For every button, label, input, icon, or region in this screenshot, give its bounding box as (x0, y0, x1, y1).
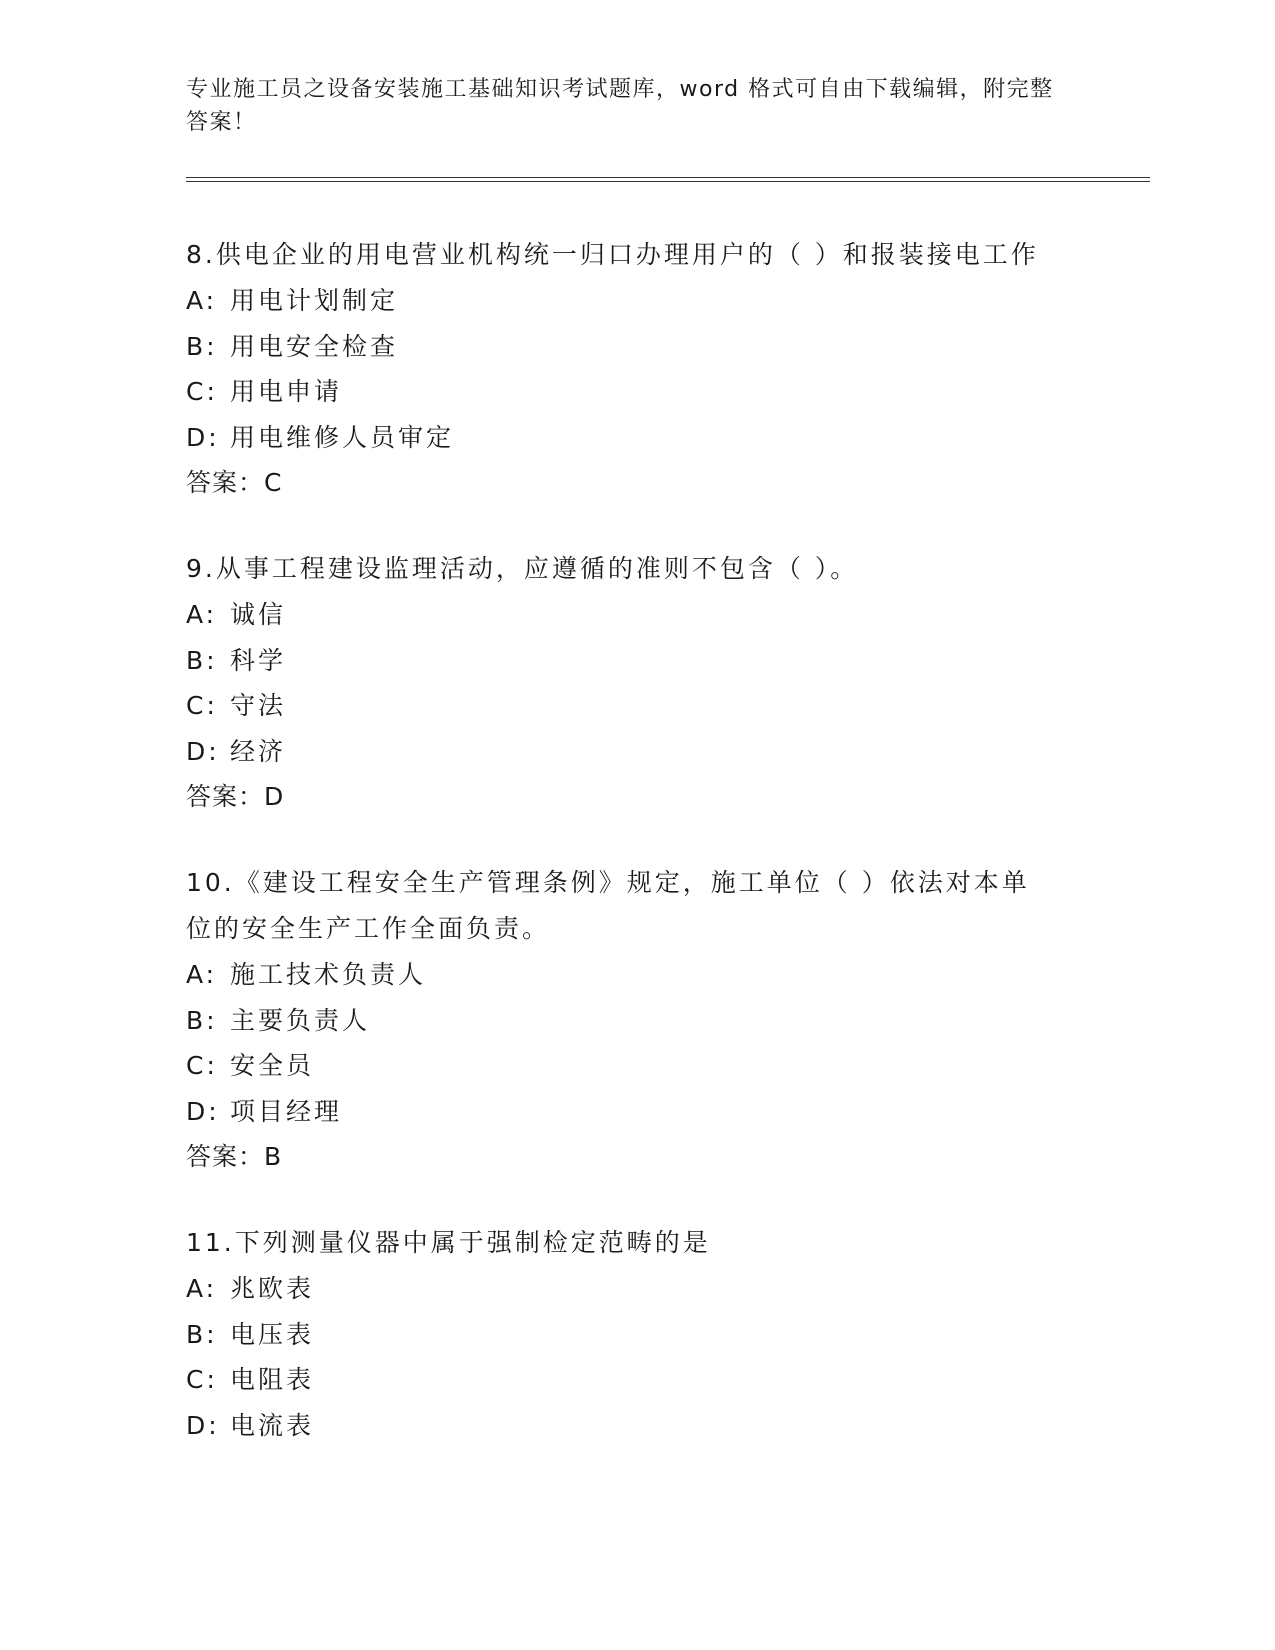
option-letter: A: (186, 600, 218, 629)
option-c (186, 1043, 1086, 1089)
option-b (186, 638, 1086, 684)
option-d (186, 1089, 1086, 1135)
option-text: 用电申请 (230, 377, 343, 406)
question-10 (186, 860, 1086, 1180)
option-letter: D: (186, 422, 220, 452)
option-letter: B: (186, 331, 218, 361)
option-text: 用电维修人员审定 (230, 422, 455, 452)
option-letter: B: (186, 645, 218, 675)
option-letter: D: (186, 1096, 220, 1126)
question-11 (186, 1220, 1086, 1448)
option-text: 用电计划制定 (230, 286, 399, 315)
option-text: 诚信 (230, 600, 287, 629)
option-text: 科学 (230, 645, 287, 675)
option-a (186, 592, 1086, 638)
option-d (186, 415, 1086, 461)
option-text: 电阻表 (230, 1365, 315, 1394)
option-text: 用电安全检查 (230, 331, 399, 361)
option-letter: C: (186, 1051, 218, 1080)
question-stem: 9.从事工程建设监理活动，应遵循的准则不包含（ ）。 (186, 554, 859, 583)
option-c (186, 683, 1086, 729)
option-letter: A: (186, 1274, 218, 1303)
question-9 (186, 546, 1086, 820)
option-text: 兆欧表 (230, 1274, 315, 1303)
option-b (186, 324, 1086, 370)
option-a (186, 1266, 1086, 1312)
option-text: 项目经理 (230, 1096, 343, 1126)
answer-line: 答案：B (186, 1142, 283, 1171)
option-text: 电压表 (230, 1319, 315, 1349)
question-stem: 11.下列测量仪器中属于强制检定范畴的是 (186, 1228, 711, 1257)
option-text: 施工技术负责人 (230, 960, 427, 989)
option-c (186, 1357, 1086, 1403)
question-stem: 8.供电企业的用电营业机构统一归口办理用户的（ ）和报装接电工作 (186, 240, 1039, 269)
option-letter: D: (186, 1410, 220, 1440)
option-a (186, 952, 1086, 998)
option-text: 主要负责人 (230, 1005, 371, 1035)
option-text: 安全员 (230, 1051, 315, 1080)
option-letter: B: (186, 1005, 218, 1035)
option-b (186, 998, 1086, 1044)
option-letter: C: (186, 691, 218, 720)
option-d (186, 729, 1086, 775)
question-stem: 10.《建设工程安全生产管理条例》规定，施工单位（ ）依法对本单位的安全生产工作全面负责。 (186, 868, 1030, 943)
option-letter: D: (186, 736, 220, 766)
document-header: 专业施工员之设备安装施工基础知识考试题库，word 格式可自由下载编辑，附完整答案！ (186, 77, 1054, 135)
answer-line: 答案：D (186, 782, 285, 811)
option-letter: B: (186, 1319, 218, 1349)
option-c (186, 369, 1086, 415)
option-letter: C: (186, 1365, 218, 1394)
option-letter: A: (186, 286, 218, 315)
option-letter: A: (186, 960, 218, 989)
option-a (186, 278, 1086, 324)
answer-line: 答案：C (186, 468, 283, 497)
option-b (186, 1312, 1086, 1358)
option-text: 守法 (230, 691, 287, 720)
option-letter: C: (186, 377, 218, 406)
option-d (186, 1403, 1086, 1449)
question-8 (186, 232, 1086, 506)
header-double-rule (186, 177, 1150, 182)
option-text: 电流表 (230, 1410, 315, 1440)
option-text: 经济 (230, 736, 287, 766)
